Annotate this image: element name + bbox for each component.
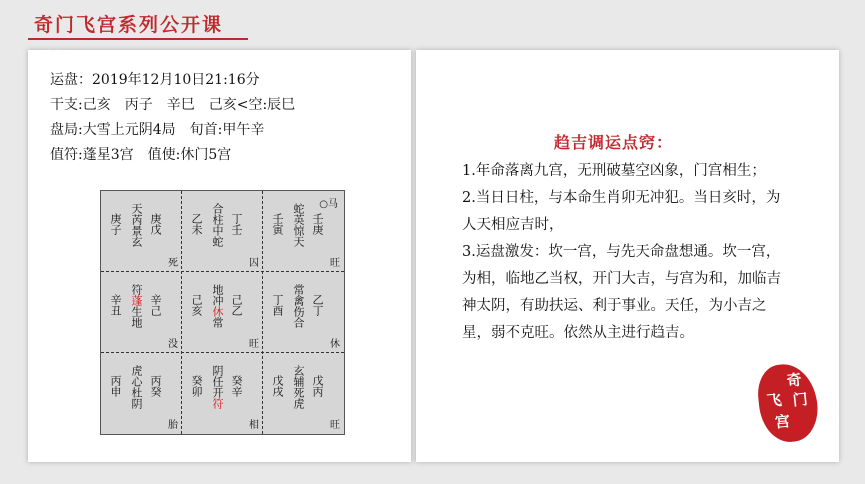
palace-glyph: 辅: [292, 376, 305, 387]
palace-glyph: 惊: [292, 225, 305, 236]
palace-cell: [182, 353, 263, 434]
palace-glyph: 常: [292, 284, 305, 295]
palace-glyph: 禽: [292, 295, 305, 306]
palace-glyph: 合: [292, 317, 305, 328]
palace-glyph-column: [311, 294, 323, 316]
palace-glyph: 乙: [230, 305, 243, 316]
palace-glyph-column: [190, 375, 202, 397]
palace-glyph-column: [230, 375, 242, 397]
palace-glyph: 丙: [149, 375, 162, 386]
palace-glyph: 癸: [190, 375, 203, 386]
palace-glyph: 己: [149, 305, 162, 316]
palace-glyph: 辛: [109, 294, 122, 305]
palace-glyph-column: [292, 365, 304, 409]
palace-state-label: 旺: [330, 258, 340, 269]
palace-state-label: 相: [249, 420, 259, 431]
qimen-feigong-logo: [755, 361, 821, 445]
palace-cell: [182, 272, 263, 353]
palace-glyph: 癸: [230, 375, 243, 386]
palace-glyph-column: [311, 375, 323, 397]
palace-glyph: 庚: [311, 224, 324, 235]
palace-glyph: 戌: [271, 386, 284, 397]
logo-char: 奇: [785, 370, 803, 390]
palace-glyph-column: [230, 213, 242, 235]
palace-glyph: 戊: [311, 375, 324, 386]
palace-glyph: 英: [292, 214, 305, 225]
palace-glyph: 酉: [271, 305, 284, 316]
palace-glyph: 芮: [130, 214, 143, 225]
palace-glyph-column: [292, 284, 304, 328]
analysis-point-1: 1.年命落离九宫，无刑破墓空凶象，门宫相生；: [462, 163, 766, 179]
palace-glyph: 开: [211, 387, 224, 398]
chart-header: [50, 68, 295, 168]
palace-glyph: 癸: [149, 386, 162, 397]
palace-glyph: 蛇: [211, 236, 224, 247]
palace-glyph: 庚: [149, 213, 162, 224]
chart-panel: [28, 50, 411, 462]
palace-cell: [263, 353, 344, 434]
palace-glyph: 壬: [230, 224, 243, 235]
palace-glyph-column: [230, 294, 242, 316]
palace-glyph: 丙: [311, 386, 324, 397]
palace-glyph: 虎: [130, 365, 143, 376]
palace-glyph: 庚: [109, 213, 122, 224]
palace-glyph-column: [109, 375, 121, 397]
palace-cell: [263, 191, 344, 272]
palace-glyph: 合: [211, 203, 224, 214]
palace-glyph: 杜: [130, 387, 143, 398]
palace-state-label: 死: [168, 258, 178, 269]
header-line-date: 运盘：2019年12月10日21:16分: [50, 72, 260, 88]
header-line-zhifu: 值符:蓬星3宫 值使:休门5宫: [50, 147, 232, 163]
palace-glyph: 生: [130, 306, 143, 317]
palace-glyph: 景: [130, 225, 143, 236]
palace-glyph: 壬: [271, 213, 284, 224]
palace-glyph: 蛇: [292, 203, 305, 214]
palace-glyph: 中: [211, 225, 224, 236]
palace-glyph: 寅: [271, 224, 284, 235]
header-line-ganzhi: 干支:己亥 丙子 辛巳 己亥<空:辰巳: [50, 97, 296, 113]
palace-glyph: 天: [130, 203, 143, 214]
palace-state-label: 胎: [168, 420, 178, 431]
palace-glyph: 任: [211, 376, 224, 387]
palace-glyph: 壬: [311, 213, 324, 224]
palace-glyph: 乙: [190, 213, 203, 224]
palace-cell: [182, 191, 263, 272]
palace-state-label: 没: [168, 339, 178, 350]
analysis-title: 趋吉调运点窍：: [554, 133, 674, 152]
palace-glyph: 丙: [109, 375, 122, 386]
palace-glyph: 辛: [230, 386, 243, 397]
palace-cell: [263, 272, 344, 353]
palace-glyph-column: [292, 203, 304, 247]
palace-glyph: 丑: [109, 305, 122, 316]
palace-glyph: 柱: [211, 214, 224, 225]
palace-glyph-column: [271, 213, 283, 235]
palace-glyph-column: [109, 294, 121, 316]
header-line-ju: 盘局:大雪上元阴4局 旬首:甲午辛: [50, 122, 265, 138]
palace-glyph: 戊: [149, 224, 162, 235]
palace-glyph: 地: [130, 317, 143, 328]
palace-glyph-column: [271, 375, 283, 397]
palace-glyph: 虎: [292, 398, 305, 409]
palace-glyph-column: [130, 365, 142, 409]
palace-glyph: 乙: [311, 294, 324, 305]
palace-glyph: 丁: [271, 294, 284, 305]
palace-cell: [101, 272, 182, 353]
horse-marker: ○马: [319, 199, 338, 210]
palace-glyph: 子: [109, 224, 122, 235]
palace-glyph: 常: [211, 317, 224, 328]
palace-glyph-column: [149, 294, 161, 316]
palace-glyph: 戊: [271, 375, 284, 386]
palace-state-label: 囚: [249, 258, 259, 269]
palace-glyph: 亥: [190, 305, 203, 316]
analysis-body: [462, 158, 792, 347]
palace-glyph: 玄: [292, 365, 305, 376]
palace-glyph: 丁: [230, 213, 243, 224]
slide-title: 奇门飞宫系列公开课: [34, 14, 224, 36]
palace-glyph: 符: [130, 284, 143, 295]
palace-glyph-column: [211, 284, 223, 328]
palace-glyph-column: [149, 375, 161, 397]
logo-char: 门: [791, 389, 809, 410]
palace-glyph-column: [130, 284, 142, 328]
palace-glyph: 己: [190, 294, 203, 305]
palace-glyph: 卯: [190, 386, 203, 397]
analysis-point-2: 2.当日日柱，与本命生肖卯无冲犯。当日亥时，为人天相应吉时，: [462, 190, 781, 233]
palace-glyph: 心: [130, 376, 143, 387]
palace-glyph: 休: [211, 306, 224, 317]
palace-cell: [101, 191, 182, 272]
palace-state-label: 旺: [330, 420, 340, 431]
palace-glyph: 申: [109, 386, 122, 397]
palace-glyph: 阴: [130, 398, 143, 409]
palace-state-label: 旺: [249, 339, 259, 350]
palace-glyph: 辛: [149, 294, 162, 305]
palace-glyph-column: [311, 213, 323, 235]
palace-glyph-column: [109, 213, 121, 235]
palace-glyph: 阴: [211, 365, 224, 376]
palace-glyph: 伤: [292, 306, 305, 317]
palace-cell: [101, 353, 182, 434]
palace-glyph: 丁: [311, 305, 324, 316]
palace-glyph-column: [130, 203, 142, 247]
title-underline: [28, 38, 248, 40]
palace-glyph: 玄: [130, 236, 143, 247]
logo-char: 宫: [774, 411, 791, 432]
palace-glyph-column: [190, 294, 202, 316]
palace-glyph: 冲: [211, 295, 224, 306]
palace-glyph-column: [211, 203, 223, 247]
palace-state-label: 休: [330, 339, 340, 350]
analysis-panel: [416, 50, 839, 462]
palace-glyph-column: [271, 294, 283, 316]
palace-glyph: 地: [211, 284, 224, 295]
palace-glyph-column: [211, 365, 223, 409]
palace-glyph: 天: [292, 236, 305, 247]
palace-glyph: 己: [230, 294, 243, 305]
palace-glyph-column: [190, 213, 202, 235]
palace-glyph: 未: [190, 224, 203, 235]
palace-glyph: 符: [211, 398, 224, 409]
palace-glyph-column: [149, 213, 161, 235]
qimen-chart-grid: [100, 190, 345, 435]
palace-glyph: 死: [292, 387, 305, 398]
palace-glyph: 蓬: [130, 295, 143, 306]
logo-char: 飞: [765, 390, 783, 411]
analysis-point-3: 3.运盘激发：坎一宫，与先天命盘想通。坎一宫，为相，临地乙当权，开门大吉，与宫为和，加临吉神太阴，有助扶运、利于事业。天任，为小吉之星，弱不克旺。依然从主进行趋吉。: [462, 244, 781, 341]
